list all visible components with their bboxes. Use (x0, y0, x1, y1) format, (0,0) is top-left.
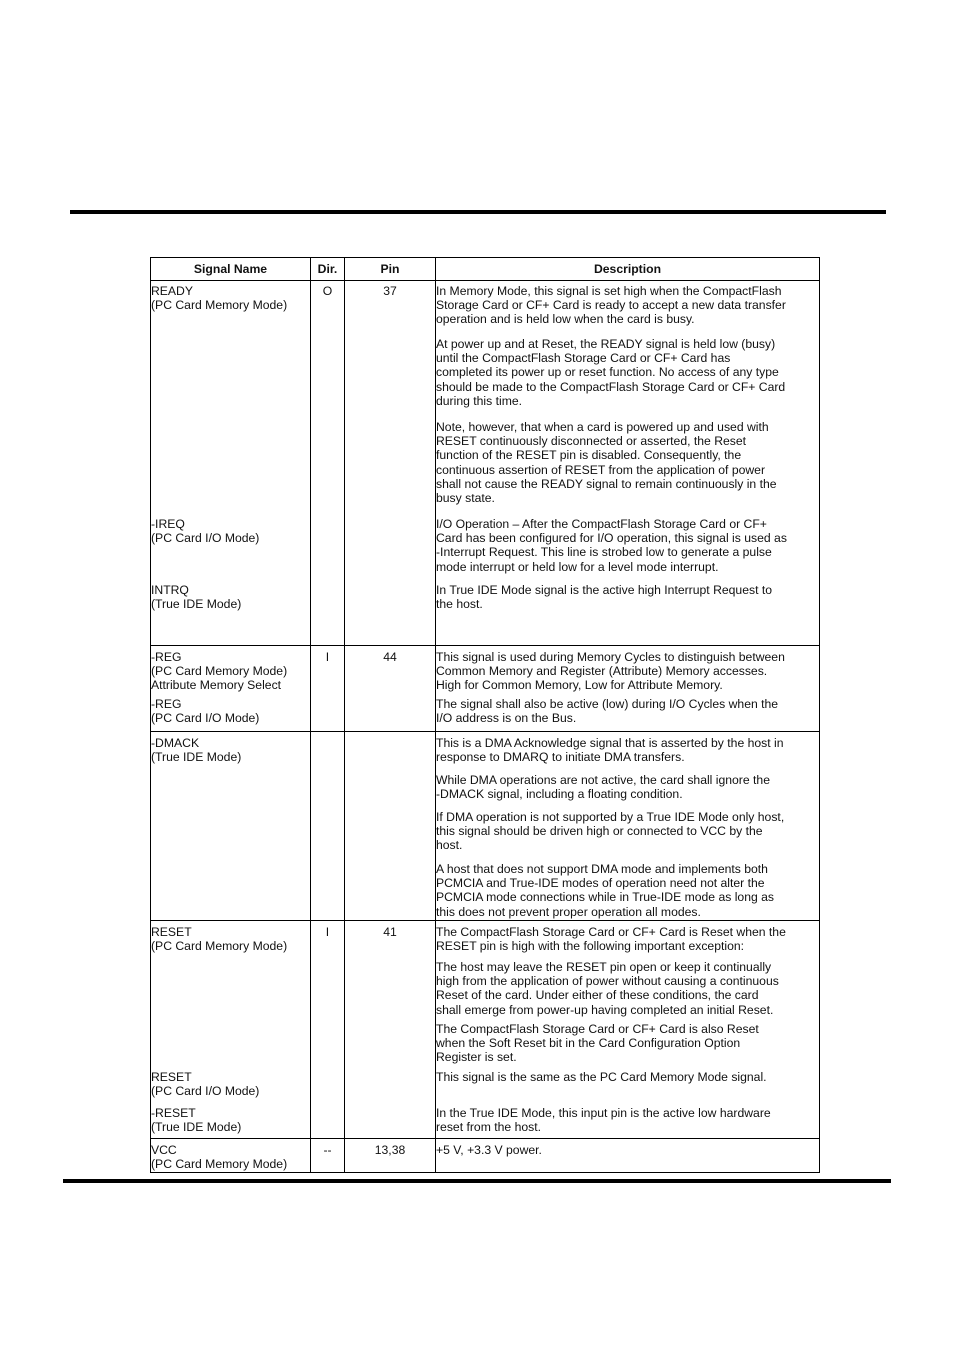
description-paragraph: This is a DMA Acknowledge signal that is asserted by the host in response to DMARQ to initiate DMA transfers. (436, 736, 784, 765)
header-pin: Pin (345, 258, 436, 281)
description-cell (436, 921, 820, 1139)
signal-name: -REG (PC Card Memory Mode) Attribute Memory Select (151, 650, 288, 693)
signal-name: READY (PC Card Memory Mode) (151, 284, 288, 313)
dir-cell (311, 732, 345, 921)
signal-table (150, 257, 820, 1173)
dir-cell: I (311, 646, 345, 732)
signal-name-cell (151, 646, 311, 732)
description-paragraph: A host that does not support DMA mode and implements both PCMCIA and True-IDE modes of operation need not alter the PCMCIA mode connections while in True-IDE mode as long as this does not prevent proper operation all modes. (436, 862, 775, 919)
table-row (151, 732, 820, 921)
description-paragraph: The CompactFlash Storage Card or CF+ Card is Reset when the RESET pin is high with the following important exception: (436, 925, 786, 954)
signal-name: RESET (PC Card Memory Mode) (151, 925, 288, 954)
dir-cell: O (311, 281, 345, 646)
header-dir: Dir. (311, 258, 345, 281)
header-description: Description (436, 258, 820, 281)
table-row (151, 281, 820, 646)
table-row (151, 646, 820, 732)
description-paragraph: In True IDE Mode signal is the active high Interrupt Request to the host. (436, 583, 773, 612)
signal-name-cell (151, 281, 311, 646)
description-cell (436, 732, 820, 921)
description-paragraph: While DMA operations are not active, the card shall ignore the -DMACK signal, including a floating condition. (436, 773, 770, 802)
signal-name: -DMACK (True IDE Mode) (151, 736, 242, 765)
description-cell (436, 646, 820, 732)
description-cell (436, 1139, 820, 1173)
pin-cell: 41 (345, 921, 436, 1139)
description-paragraph: This signal is the same as the PC Card Memory Mode signal. (436, 1070, 767, 1084)
description-paragraph: I/O Operation – After the CompactFlash Storage Card or CF+ Card has been configured for I/O operation, this signal is used as -Interrupt Request. This line is strobed low to generate a pulse mode interrupt or held low for a level mode interrupt. (436, 517, 787, 574)
description-paragraph: Note, however, that when a card is powered up and used with RESET continuously disconnected or asserted, the Reset function of the RESET pin is disabled. Consequently, the continuous assertion of RESET from the application of power shall not cause the READY signal to remain continuously in the busy state. (436, 420, 777, 506)
table-header-row (151, 258, 820, 281)
pin-cell: 13,38 (345, 1139, 436, 1173)
dir-cell: I (311, 921, 345, 1139)
description-paragraph: The host may leave the RESET pin open or keep it continually high from the application of power without causing a continuous Reset of the card. Under either of these conditions, the card shall emerge from power-up having completed an initial Reset. (436, 960, 779, 1017)
pin-cell: 37 (345, 281, 436, 646)
pin-cell (345, 732, 436, 921)
bottom-rule (63, 1179, 891, 1183)
signal-name-cell (151, 1139, 311, 1173)
signal-name: INTRQ (True IDE Mode) (151, 583, 242, 612)
signal-name-cell (151, 732, 311, 921)
description-paragraph: The CompactFlash Storage Card or CF+ Card is also Reset when the Soft Reset bit in the Card Configuration Option Register is set. (436, 1022, 759, 1065)
description-paragraph: This signal is used during Memory Cycles to distinguish between Common Memory and Register (Attribute) Memory accesses. High for Common Memory, Low for Attribute Memory. (436, 650, 785, 693)
table-row (151, 921, 820, 1139)
description-paragraph: +5 V, +3.3 V power. (436, 1143, 542, 1157)
signal-name: -IREQ (PC Card I/O Mode) (151, 517, 260, 546)
signal-name: VCC (PC Card Memory Mode) (151, 1143, 288, 1172)
signal-name-cell (151, 921, 311, 1139)
description-cell (436, 281, 820, 646)
signal-name: RESET (PC Card I/O Mode) (151, 1070, 260, 1099)
signal-name: -RESET (True IDE Mode) (151, 1106, 242, 1135)
description-paragraph: In Memory Mode, this signal is set high when the CompactFlash Storage Card or CF+ Card is ready to accept a new data transfer operation and is held low when the card is busy. (436, 284, 786, 327)
description-paragraph: If DMA operation is not supported by a True IDE Mode only host, this signal should be driven high or connected to VCC by the host. (436, 810, 785, 853)
dir-cell: -- (311, 1139, 345, 1173)
description-paragraph: In the True IDE Mode, this input pin is the active low hardware reset from the host. (436, 1106, 771, 1135)
table-row (151, 1139, 820, 1173)
pin-cell: 44 (345, 646, 436, 732)
description-paragraph: At power up and at Reset, the READY signal is held low (busy) until the CompactFlash Storage Card or CF+ Card has completed its power up or reset function. No access of any type should be made to the CompactFlash Storage Card or CF+ Card during this time. (436, 337, 786, 408)
signal-name: -REG (PC Card I/O Mode) (151, 697, 260, 726)
description-paragraph: The signal shall also be active (low) during I/O Cycles when the I/O address is on the Bus. (436, 697, 779, 726)
header-signal-name: Signal Name (151, 258, 311, 281)
top-rule (70, 210, 886, 214)
